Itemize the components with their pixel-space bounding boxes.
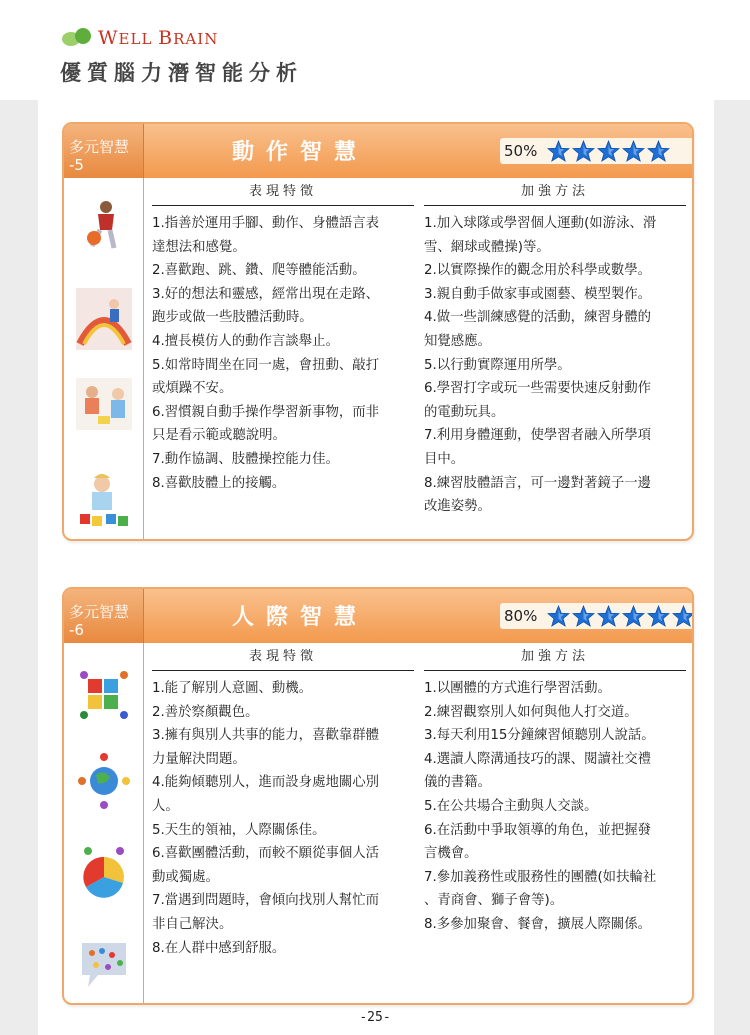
list-item: 動或獨處。 xyxy=(152,869,219,885)
list-item: 1.指善於運用手腳、動作、身體語言表 xyxy=(152,216,380,231)
list-item: 4.選讀人際溝通技巧的課、閱讀社交禮 xyxy=(424,751,652,767)
features-header: 表現特徵 xyxy=(152,178,414,206)
list-item: 非自己解決。 xyxy=(152,916,233,932)
score-percent: 80% xyxy=(504,607,538,625)
list-item: 6.學習打字或玩一些需要快速反射動作 xyxy=(424,381,652,397)
list-item: 5.天生的領袖，人際關係佳。 xyxy=(152,822,326,838)
list-item: 1.加入球隊或學習個人運動(如游泳、滑 xyxy=(424,216,657,231)
content-columns xyxy=(150,643,686,1003)
list-item: 7.動作協調、肢體操控能力佳。 xyxy=(152,451,339,467)
list-item: 儀的書籍。 xyxy=(424,775,491,791)
list-item: 1.以團體的方式進行學習活動。 xyxy=(424,681,611,696)
score-box xyxy=(500,603,694,629)
features-column xyxy=(152,643,414,960)
section-card-interpersonal xyxy=(62,587,694,1005)
list-item: 2.以實際操作的觀念用於科學或數學。 xyxy=(424,263,652,279)
features-header: 表現特徵 xyxy=(152,643,414,671)
section-tag xyxy=(64,124,144,178)
section-tag-line2: -5 xyxy=(69,156,84,174)
list-item: 只是看示範或聽說明。 xyxy=(152,428,286,444)
star-icon xyxy=(597,605,620,627)
score-percent: 50% xyxy=(504,142,538,160)
list-item: 3.每天利用15分鐘練習傾聽別人說話。 xyxy=(424,728,655,744)
section-title: 人際智慧 xyxy=(232,605,369,630)
star-icon xyxy=(547,140,570,162)
list-item: 力量解決問題。 xyxy=(152,751,246,767)
list-item: 人。 xyxy=(152,798,179,814)
list-item: 8.多參加聚會、餐會，擴展人際關係。 xyxy=(424,916,652,932)
section-title: 動作智慧 xyxy=(232,140,369,165)
star-icon xyxy=(597,140,620,162)
star-icon xyxy=(622,140,645,162)
puzzle-people-photo xyxy=(76,663,132,725)
list-item: 5.在公共場合主動與人交談。 xyxy=(424,798,598,814)
star-rating xyxy=(547,605,694,627)
methods-header: 加強方法 xyxy=(424,643,686,671)
star-icon xyxy=(622,605,645,627)
running-child-photo xyxy=(76,198,132,254)
list-item: 5.如常時間坐在同一處，會扭動、敲打 xyxy=(152,357,380,373)
star-icon xyxy=(547,605,570,627)
page-number: -25- xyxy=(359,1010,391,1025)
section-card-bodily-kinesthetic xyxy=(62,122,694,541)
list-item: 4.做一些訓練感覺的活動，練習身體的 xyxy=(424,310,652,326)
list-item: 1.能了解別人意圖、動機。 xyxy=(152,681,313,696)
star-rating xyxy=(547,140,672,162)
list-item: 3.好的想法和靈感，經常出現在走路、 xyxy=(152,286,380,302)
list-item: 或煩躁不安。 xyxy=(152,381,233,397)
list-item: 8.練習肢體語言，可一邊對著鏡子一邊 xyxy=(424,475,652,491)
list-item: 4.能夠傾聽別人，進而設身處地關心別 xyxy=(152,775,380,791)
building-blocks-photo xyxy=(76,470,132,530)
speech-bubble-crowd-photo xyxy=(76,935,132,993)
features-list xyxy=(152,212,414,495)
star-icon xyxy=(672,605,694,627)
list-item: 4.擅長模仿人的動作言談舉止。 xyxy=(152,333,339,349)
list-item: 知覺感應。 xyxy=(424,333,491,349)
methods-header: 加強方法 xyxy=(424,178,686,206)
list-item: 3.親自動手做家事或園藝、模型製作。 xyxy=(424,286,652,302)
list-item: 改進姿勢。 xyxy=(424,499,491,515)
content-columns xyxy=(150,178,686,539)
list-item: 7.參加義務性或服務性的團體(如扶輪社 xyxy=(424,869,657,885)
features-list xyxy=(152,677,414,960)
list-item: 7.當遇到問題時，會傾向找別人幫忙而 xyxy=(152,893,380,909)
list-item: 2.喜歡跑、跳、鑽、爬等體能活動。 xyxy=(152,263,366,279)
star-icon xyxy=(572,140,595,162)
star-icon xyxy=(647,605,670,627)
list-item: 6.喜歡團體活動，而較不願從事個人活 xyxy=(152,846,380,862)
kids-playing-photo xyxy=(76,378,132,430)
section-header xyxy=(64,589,692,643)
leaf-logo-icon xyxy=(62,28,94,48)
photo-column xyxy=(64,178,144,539)
photo-column xyxy=(64,643,144,1003)
list-item: 、青商會、獅子會等)。 xyxy=(424,893,564,909)
section-tag-line1: 多元智慧 xyxy=(69,138,130,156)
list-item: 7.利用身體運動，使學習者融入所學項 xyxy=(424,428,652,444)
list-item: 的電動玩具。 xyxy=(424,404,505,420)
page-title: 優質腦力潛智能分析 xyxy=(60,61,303,85)
methods-list xyxy=(424,212,686,519)
list-item: 達想法和感覺。 xyxy=(152,239,246,255)
well-brain-logo xyxy=(62,27,218,49)
list-item: 2.練習觀察別人如何與他人打交道。 xyxy=(424,704,638,720)
section-tag-line2: -6 xyxy=(69,621,84,639)
balance-play-photo xyxy=(76,288,132,350)
list-item: 6.習慣親自動手操作學習新事物，而非 xyxy=(152,404,380,420)
star-icon xyxy=(572,605,595,627)
section-tag-line1: 多元智慧 xyxy=(69,603,130,621)
world-kids-photo xyxy=(76,751,132,811)
page-header xyxy=(0,0,750,100)
list-item: 雪、網球或體操)等。 xyxy=(424,239,550,255)
list-item: 3.擁有與別人共事的能力，喜歡靠群體 xyxy=(152,728,380,744)
list-item: 8.在人群中感到舒服。 xyxy=(152,940,286,956)
score-box xyxy=(500,138,694,164)
section-header xyxy=(64,124,692,178)
features-column xyxy=(152,178,414,495)
methods-column xyxy=(424,178,686,519)
methods-column xyxy=(424,643,686,937)
list-item: 6.在活動中爭取領導的角色，並把握發 xyxy=(424,822,652,838)
logo-text: WELL BRAIN xyxy=(98,27,219,49)
star-icon xyxy=(647,140,670,162)
list-item: 8.喜歡肢體上的接觸。 xyxy=(152,475,286,491)
list-item: 目中。 xyxy=(424,451,465,467)
team-pie-photo xyxy=(76,843,132,903)
methods-list xyxy=(424,677,686,937)
section-tag xyxy=(64,589,144,643)
list-item: 言機會。 xyxy=(424,846,478,862)
list-item: 跑步或做一些肢體活動時。 xyxy=(152,310,313,326)
list-item: 5.以行動實際運用所學。 xyxy=(424,357,571,373)
list-item: 2.善於察顏觀色。 xyxy=(152,704,259,720)
